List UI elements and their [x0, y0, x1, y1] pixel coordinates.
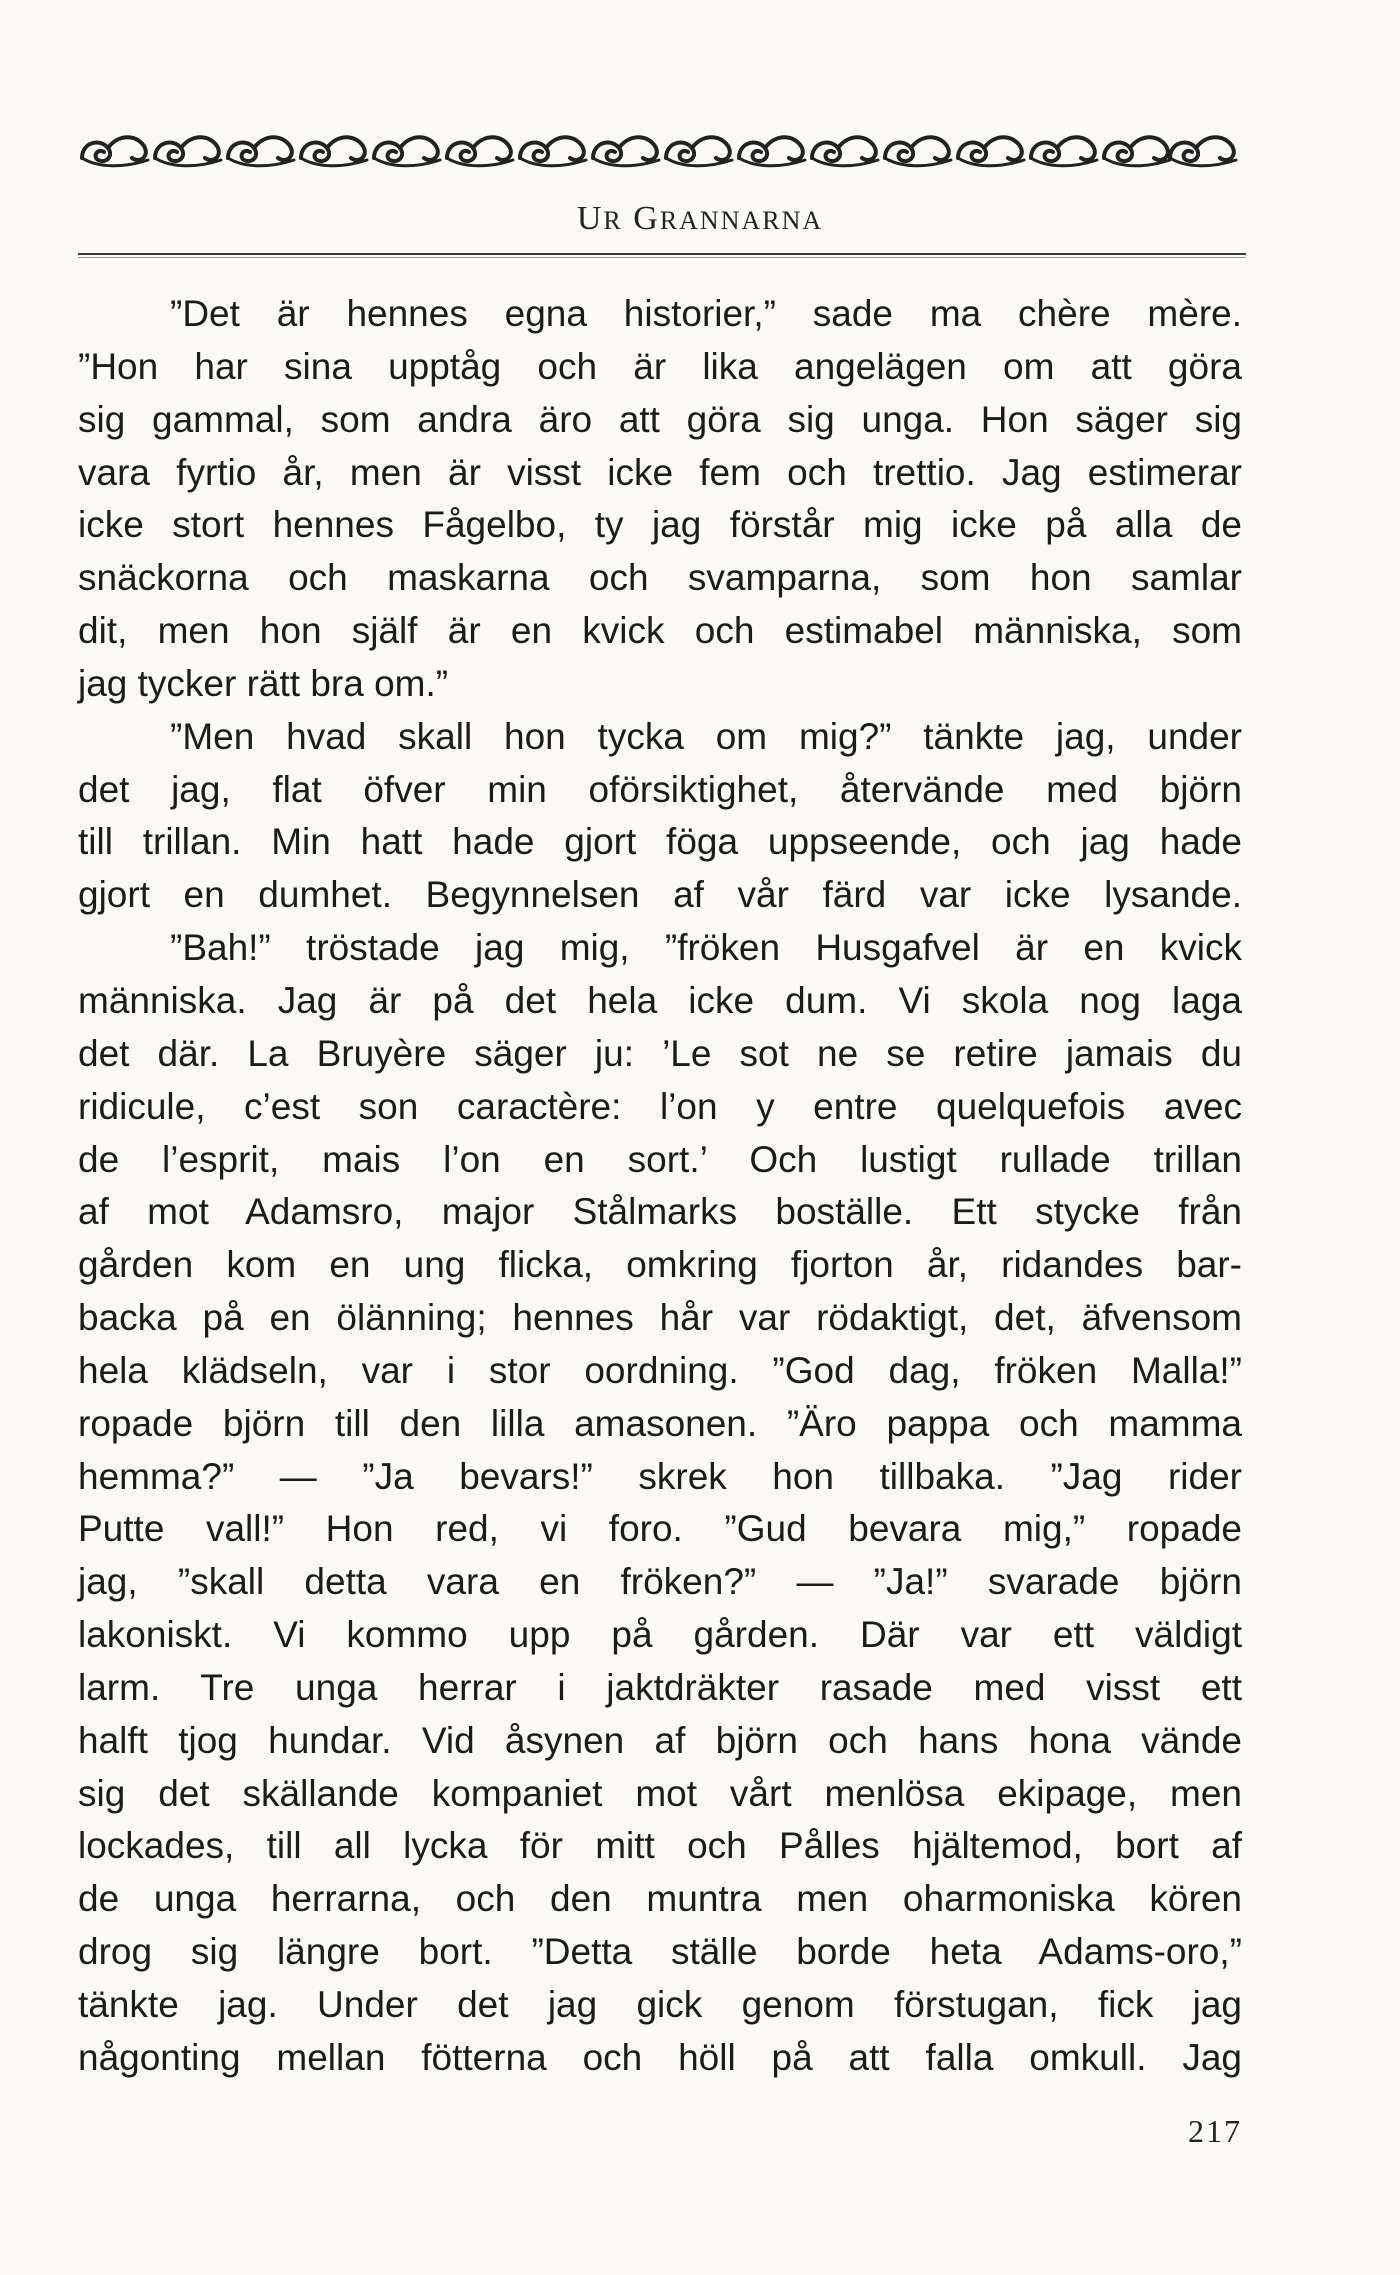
text-line: sig det skällande kompaniet mot vårt menlösa ekipage, men [78, 1772, 1242, 1814]
text-line: Putte vall!” Hon red, vi foro. ”Gud bevara mig,” ropade [78, 1508, 1242, 1550]
header-rule-thin [78, 257, 1246, 258]
header-rule [78, 253, 1246, 255]
text-line: de unga herrarna, och den muntra men oharmoniska kören [78, 1878, 1242, 1920]
running-head-rest-1: R [603, 206, 623, 235]
text-line: af mot Adamsro, major Stålmarks boställe. Ett stycke från [78, 1191, 1242, 1233]
text-line: det jag, flat öfver min oförsiktighet, återvände med björn [78, 768, 1242, 810]
text-line: ridicule, c’est son caractère: l’on y entre quelquefois avec [78, 1085, 1242, 1127]
text-line: drog sig längre bort. ”Detta ställe borde heta Adams-oro,” [78, 1931, 1242, 1973]
body-text [78, 288, 1242, 2085]
text-line: det där. La Bruyère säger ju: ’Le sot ne se retire jamais du [78, 1032, 1242, 1074]
running-head-initial-2: G [633, 200, 660, 237]
text-line: dit, men hon själf är en kvick och estimabel människa, som [78, 610, 1242, 652]
text-line: icke stort hennes Fågelbo, ty jag förstår mig icke på alla de [78, 504, 1242, 546]
wave-scroll-ornament-icon [78, 128, 1238, 172]
running-head [0, 200, 1400, 238]
text-line: sig gammal, som andra äro att göra sig unga. Hon säger sig [78, 398, 1242, 440]
text-line: ”Men hvad skall hon tycka om mig?” tänkte jag, under [170, 715, 1242, 757]
text-line: lockades, till all lycka för mitt och Pålles hjältemod, bort af [78, 1825, 1242, 1867]
running-head-rest-2: RANNARNA [659, 206, 824, 235]
text-line: halft tjog hundar. Vid åsynen af björn och hans hona vände [78, 1719, 1242, 1761]
text-line: tänkte jag. Under det jag gick genom förstugan, fick jag [78, 1984, 1242, 2025]
text-line: till trillan. Min hatt hade gjort föga uppseende, och jag hade [78, 821, 1242, 863]
text-line: hela klädseln, var i stor oordning. ”God dag, fröken Malla!” [78, 1349, 1242, 1391]
running-head-initial-1: U [576, 200, 604, 237]
text-line: ”Bah!” tröstade jag mig, ”fröken Husgafvel är en kvick [170, 927, 1242, 969]
text-line: människa. Jag är på det hela icke dum. Vi skola nog laga [78, 979, 1242, 1021]
text-line: ropade björn till den lilla amasonen. ”Äro pappa och mamma [78, 1402, 1242, 1444]
text-line: vara fyrtio år, men är visst icke fem och trettio. Jag estimerar [78, 451, 1242, 493]
text-line: larm. Tre unga herrar i jaktdräkter rasade med visst ett [78, 1666, 1242, 1708]
text-line: lakoniskt. Vi kommo upp på gården. Där var ett väldigt [78, 1614, 1242, 1656]
text-line: snäckorna och maskarna och svamparna, som hon samlar [78, 557, 1242, 599]
text-line: hemma?” — ”Ja bevars!” skrek hon tillbaka. ”Jag rider [78, 1455, 1242, 1497]
page-number: 217 [1188, 2113, 1242, 2149]
text-line: jag tycker rätt bra om.” [78, 662, 449, 704]
text-line: jag, ”skall detta vara en fröken?” — ”Ja!” svarade björn [78, 1561, 1242, 1603]
text-line: backa på en ölänning; hennes hår var rödaktigt, det, äfvensom [78, 1297, 1242, 1339]
text-line: ”Hon har sina upptåg och är lika angelägen om att göra [78, 345, 1242, 387]
text-line: någonting mellan fötterna och höll på att falla omkull. Jag [78, 2036, 1242, 2078]
text-line: ”Det är hennes egna historier,” sade ma chère mère. [170, 293, 1242, 334]
text-line: de l’esprit, mais l’on en sort.’ Och lustigt rullade trillan [78, 1138, 1242, 1180]
text-line: gjort en dumhet. Begynnelsen af vår färd var icke lysande. [78, 874, 1242, 916]
text-line: gården kom en ung flicka, omkring fjorton år, ridandes bar- [78, 1244, 1242, 1286]
